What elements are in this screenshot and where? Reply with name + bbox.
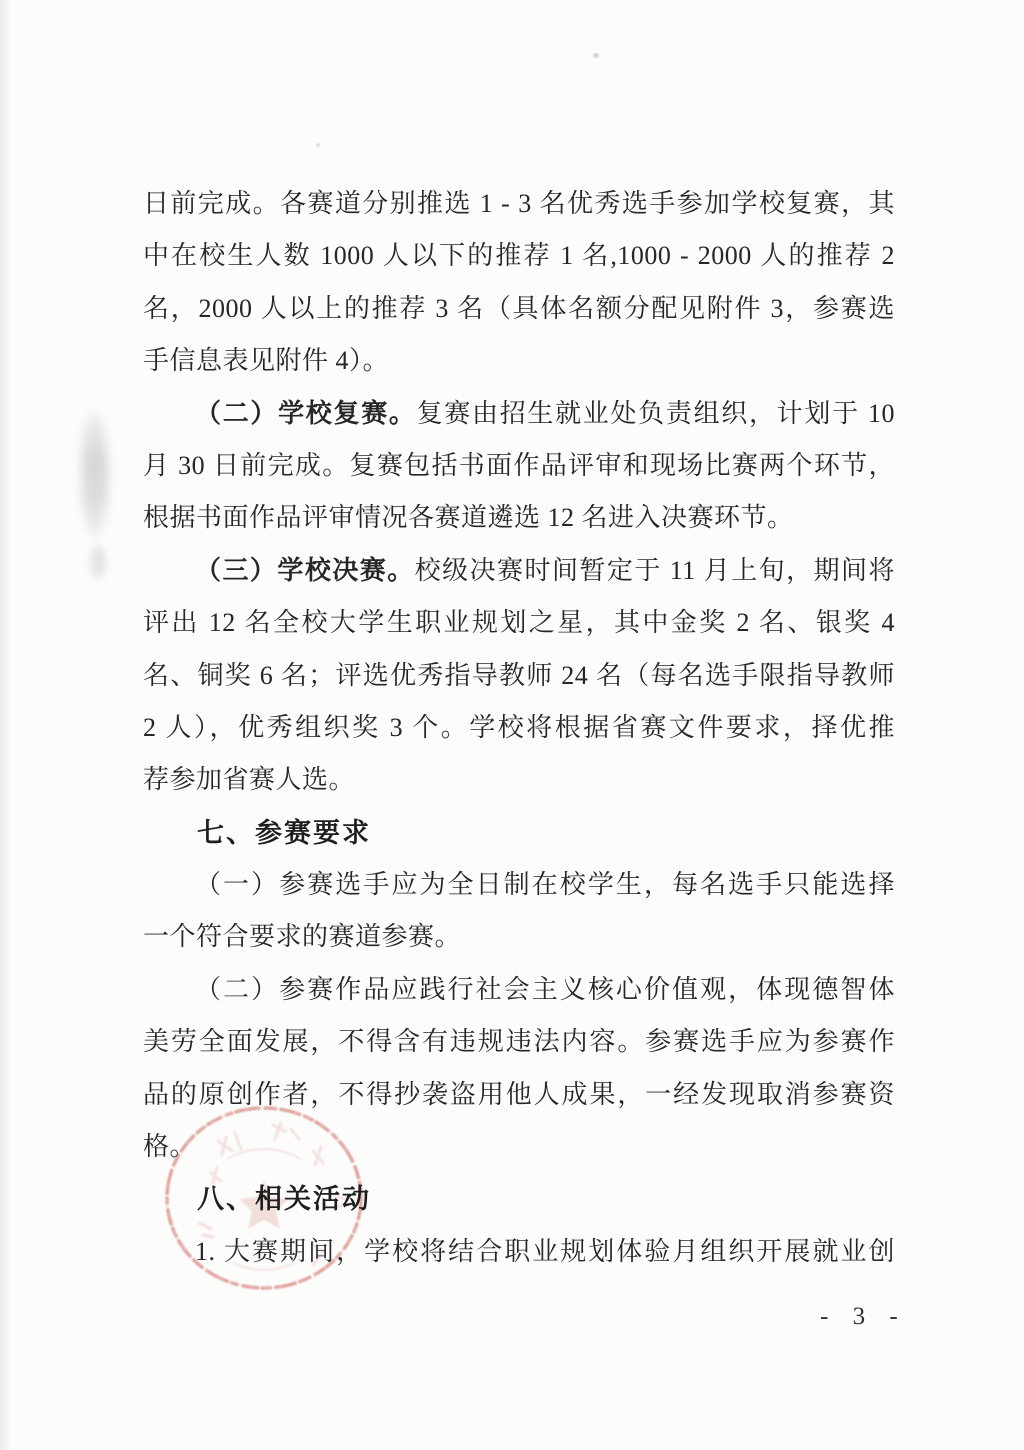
scan-speck xyxy=(316,143,320,147)
page-number: - 3 - xyxy=(820,1303,907,1330)
text-line: 名、铜奖 6 名；评选优秀指导教师 24 名（每名选手限指导教师 xyxy=(143,660,895,690)
section-heading-8: 八、相关活动 xyxy=(197,1184,371,1215)
text-line: 评出 12 名全校大学生职业规划之星，其中金奖 2 名、银奖 4 xyxy=(143,608,895,638)
text-line: 中在校生人数 1000 人以下的推荐 1 名,1000 - 2000 人的推荐 2 xyxy=(143,241,895,271)
text-line: 美劳全面发展，不得含有违规违法内容。参赛选手应为参赛作 xyxy=(143,1027,895,1057)
text-line: （一）参赛选手应为全日制在校学生，每名选手只能选择 xyxy=(195,870,895,900)
text-line: 根据书面作品评审情况各赛道遴选 12 名进入决赛环节。 xyxy=(143,503,794,533)
scan-speck xyxy=(593,53,599,58)
document-body xyxy=(143,178,895,1278)
text-line: 月 30 日前完成。复赛包括书面作品评审和现场比赛两个环节， xyxy=(143,450,895,480)
section-heading-7: 七、参赛要求 xyxy=(197,817,371,848)
text-line: 格。 xyxy=(143,1132,197,1162)
text-line: 1. 大赛期间，学校将结合职业规划体验月组织开展就业创 xyxy=(195,1236,895,1266)
body-run: 校级决赛时间暂定于 11 月上旬，期间将 xyxy=(414,555,895,585)
text-line: 2 人），优秀组织奖 3 个。学校将根据省赛文件要求，择优推 xyxy=(143,712,895,742)
bold-run: （二）学校复赛。 xyxy=(195,398,417,428)
bold-run: （三）学校决赛。 xyxy=(195,555,415,585)
body-run: 复赛由招生就业处负责组织，计划于 10 xyxy=(416,398,895,428)
text-line xyxy=(143,545,895,597)
scan-smudge xyxy=(90,545,106,579)
scan-edge-shadow xyxy=(0,0,12,1450)
text-line: 日前完成。各赛道分别推选 1 - 3 名优秀选手参加学校复赛，其 xyxy=(143,189,895,218)
text-line: 名，2000 人以上的推荐 3 名（具体名额分配见附件 3，参赛选 xyxy=(143,293,895,323)
text-line xyxy=(143,388,895,440)
text-line: 一个符合要求的赛道参赛。 xyxy=(143,922,462,952)
text-line: 品的原创作者，不得抄袭盗用他人成果，一经发现取消参赛资 xyxy=(143,1079,895,1109)
text-line: 荐参加省赛人选。 xyxy=(143,765,356,795)
text-line: 手信息表见附件 4）。 xyxy=(143,346,390,376)
text-line: （二）参赛作品应践行社会主义核心价值观，体现德智体 xyxy=(195,974,895,1004)
scan-smudge xyxy=(82,412,108,538)
